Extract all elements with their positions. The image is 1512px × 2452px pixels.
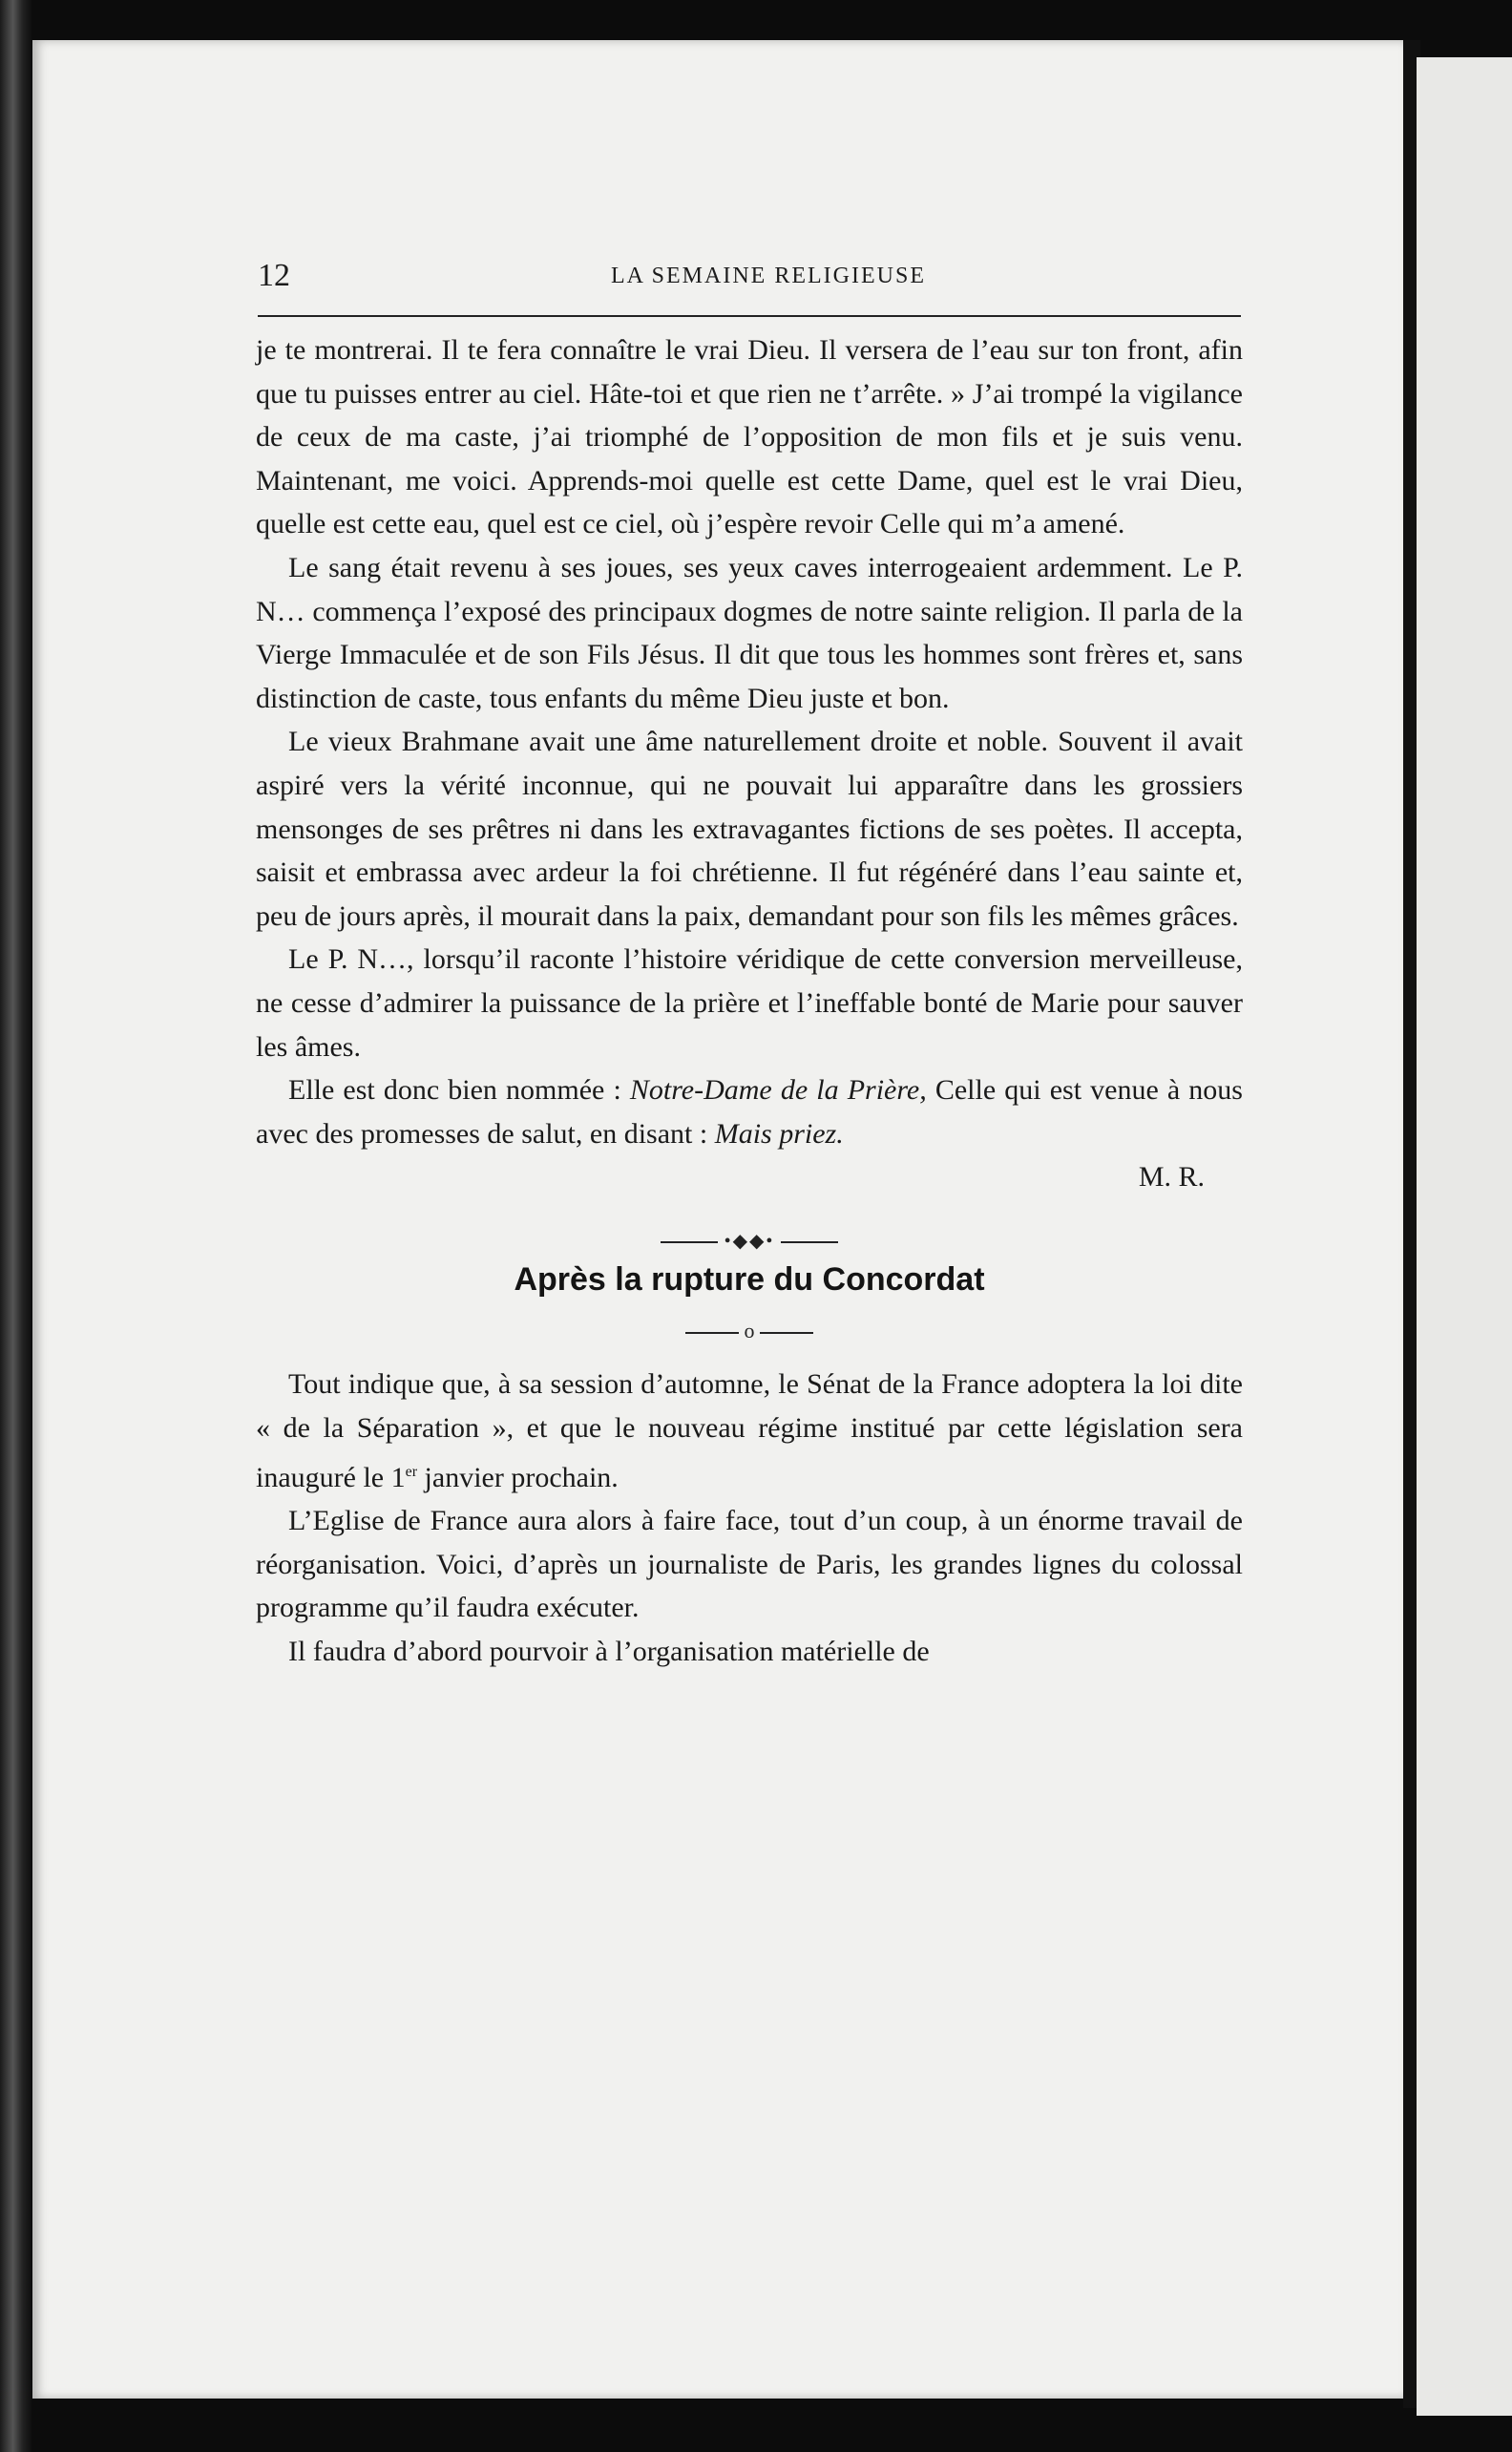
closing-italic-title: Notre-Dame de la Prière,	[629, 1074, 927, 1107]
section-paragraph: Il faudra d’abord pourvoir à l’organisation matérielle de	[288, 1636, 930, 1668]
author-signature: M. R.	[1138, 1161, 1205, 1194]
divider-line	[781, 1241, 838, 1243]
header-rule	[258, 315, 1241, 317]
section-paragraph: L’Eglise de France aura alors à faire face, tout d’un coup, à un énorme travail de réorganisation. Voici, d’après un journaliste de Paris, les grandes lignes du colossal programme qu’il faudra exécuter.	[256, 1505, 1243, 1624]
ornament-line	[685, 1332, 739, 1334]
section-divider-ornament	[256, 1220, 1243, 1252]
section-title: Après la rupture du Concordat	[514, 1260, 985, 1298]
page-header	[258, 220, 1241, 293]
paragraph: je te montrerai. Il te fera connaître le vrai Dieu. Il versera de l’eau sur ton front, afin que tu puisses entrer au ciel. Hâte-toi et que rien ne t’arrête. » J’ai trompé la vigilance de ceux de ma caste, j’ai triomphé de l’opposition de mon fils et je suis venu. Maintenant, me voici. Apprends-moi quelle est cette Dame, quel est le vrai Dieu, quelle est cette eau, quel est ce ciel, où j’espère revoir Celle qui m’a amené.	[256, 334, 1243, 540]
paragraph: Le vieux Brahmane avait une âme naturellement droite et noble. Souvent il avait aspiré vers la vérité inconnue, qui ne pouvait lui apparaître dans les grossiers mensonges de ses prêtres ni dans les extravagantes fictions de ses poètes. Il accepta, saisit et embrassa avec ardeur la foi chrétienne. Il fut régénéré dans l’eau sainte et, peu de jours après, il mourait dans la paix, demandant pour son fils les mêmes grâces.	[256, 726, 1243, 932]
paragraph: Le sang était revenu à ses joues, ses yeux caves interrogeaient ardemment. Le P. N… commença l’exposé des principaux dogmes de notre sainte religion. Il parla de la Vierge Immaculée et de son Fils Jésus. Il dit que tous les hommes sont frères et, sans distinction de caste, tous enfants du même Dieu juste et bon.	[256, 551, 1243, 714]
closing-italic-quote: Mais priez.	[714, 1117, 844, 1150]
article-body	[256, 328, 1243, 1674]
running-title: LA SEMAINE RELIGIEUSE	[611, 264, 926, 288]
section-paragraph	[256, 1363, 1243, 1499]
ornament-circle: o	[744, 1319, 755, 1343]
title-ornament	[256, 1309, 1243, 1343]
divider-line	[661, 1241, 718, 1243]
ornament-line	[760, 1332, 813, 1334]
ordinal-superscript: er	[405, 1463, 418, 1480]
adjacent-page-strip	[1417, 57, 1512, 2416]
book-binding-edge	[0, 0, 32, 2452]
ornament-glyph: •◆◆•	[724, 1230, 775, 1252]
closing-paragraph	[256, 1068, 1243, 1155]
section-p1-text: Tout indique que, à sa session d’automne, le Sénat de la France adoptera la loi dite « de la Séparation », et que le nouveau régime institué par cette législation sera inauguré le 1	[256, 1368, 1243, 1493]
closing-lead: Elle est donc bien nommée :	[288, 1074, 630, 1107]
section-p1-end: janvier prochain.	[417, 1461, 619, 1493]
paragraph: Le P. N…, lorsqu’il raconte l’histoire véridique de cette conversion merveilleuse, ne cesse d’admirer la puissance de la prière et l’ineffable bonté de Marie pour sauver les âmes.	[256, 943, 1243, 1063]
page-number: 12	[258, 258, 290, 293]
closing-middle: Celle qui est venue à nous avec des promesses de salut, en disant :	[256, 1074, 1243, 1150]
